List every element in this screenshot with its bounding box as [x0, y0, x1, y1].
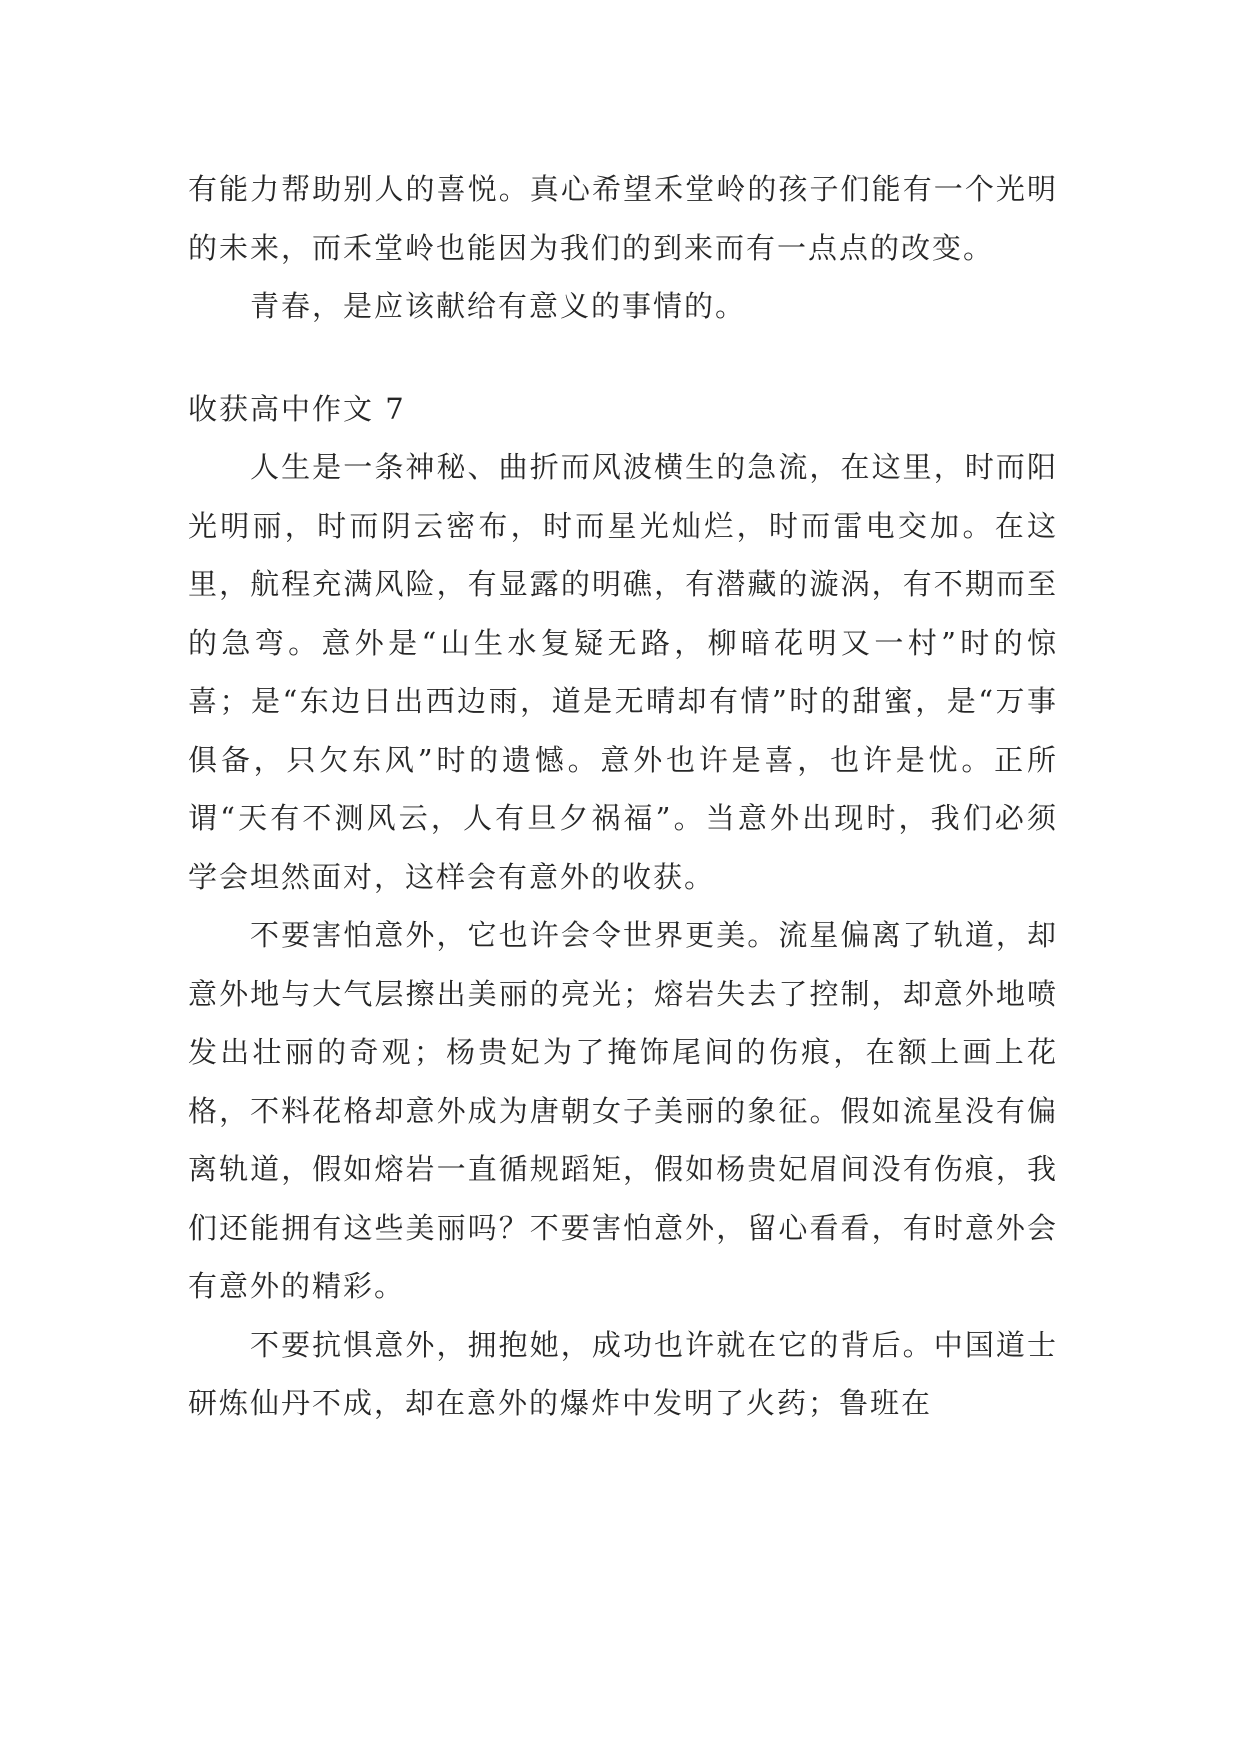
body-paragraph-3: 不要抗惧意外，拥抱她，成功也许就在它的背后。中国道士研炼仙丹不成，却在意外的爆炸中发明了火药；鲁班在: [188, 1327, 1058, 1420]
document-body: [188, 160, 1058, 1433]
section-gap: [188, 336, 1058, 380]
section-title: 收获高中作文 7: [188, 391, 406, 426]
closing-line: 青春，是应该献给有意义的事情的。: [250, 289, 747, 323]
continued-paragraph: 有能力帮助别人的喜悦。真心希望禾堂岭的孩子们能有一个光明的未来，而禾堂岭也能因为我们的到来而有一点点的改变。: [188, 172, 1058, 265]
body-paragraph-2: 不要害怕意外，它也许会令世界更美。流星偏离了轨道，却意外地与大气层擦出美丽的亮光；熔岩失去了控制，却意外地喷发出壮丽的奇观；杨贵妃为了掩饰尾间的伤痕，在额上画上花格，不料花格却意外成为唐朝女子美丽的象征。假如流星没有偏离轨道，假如熔岩一直循规蹈矩，假如杨贵妃眉间没有伤痕，我们还能拥有这些美丽吗？不要害怕意外，留心看看，有时意外会有意外的精彩。: [188, 918, 1058, 1303]
body-paragraph-1: 人生是一条神秘、曲折而风波横生的急流，在这里，时而阳光明丽，时而阴云密布，时而星光灿烂，时而雷电交加。在这里，航程充满风险，有显露的明礁，有潜藏的漩涡，有不期而至的急弯。意外是“山生水复疑无路，柳暗花明又一村”时的惊喜；是“东边日出西边雨，道是无晴却有情”时的甜蜜，是“万事俱备，只欠东风”时的遗憾。意外也许是喜，也许是忧。正所谓“天有不测风云，人有旦夕祸福”。当意外出现时，我们必须学会坦然面对，这样会有意外的收获。: [188, 450, 1058, 894]
